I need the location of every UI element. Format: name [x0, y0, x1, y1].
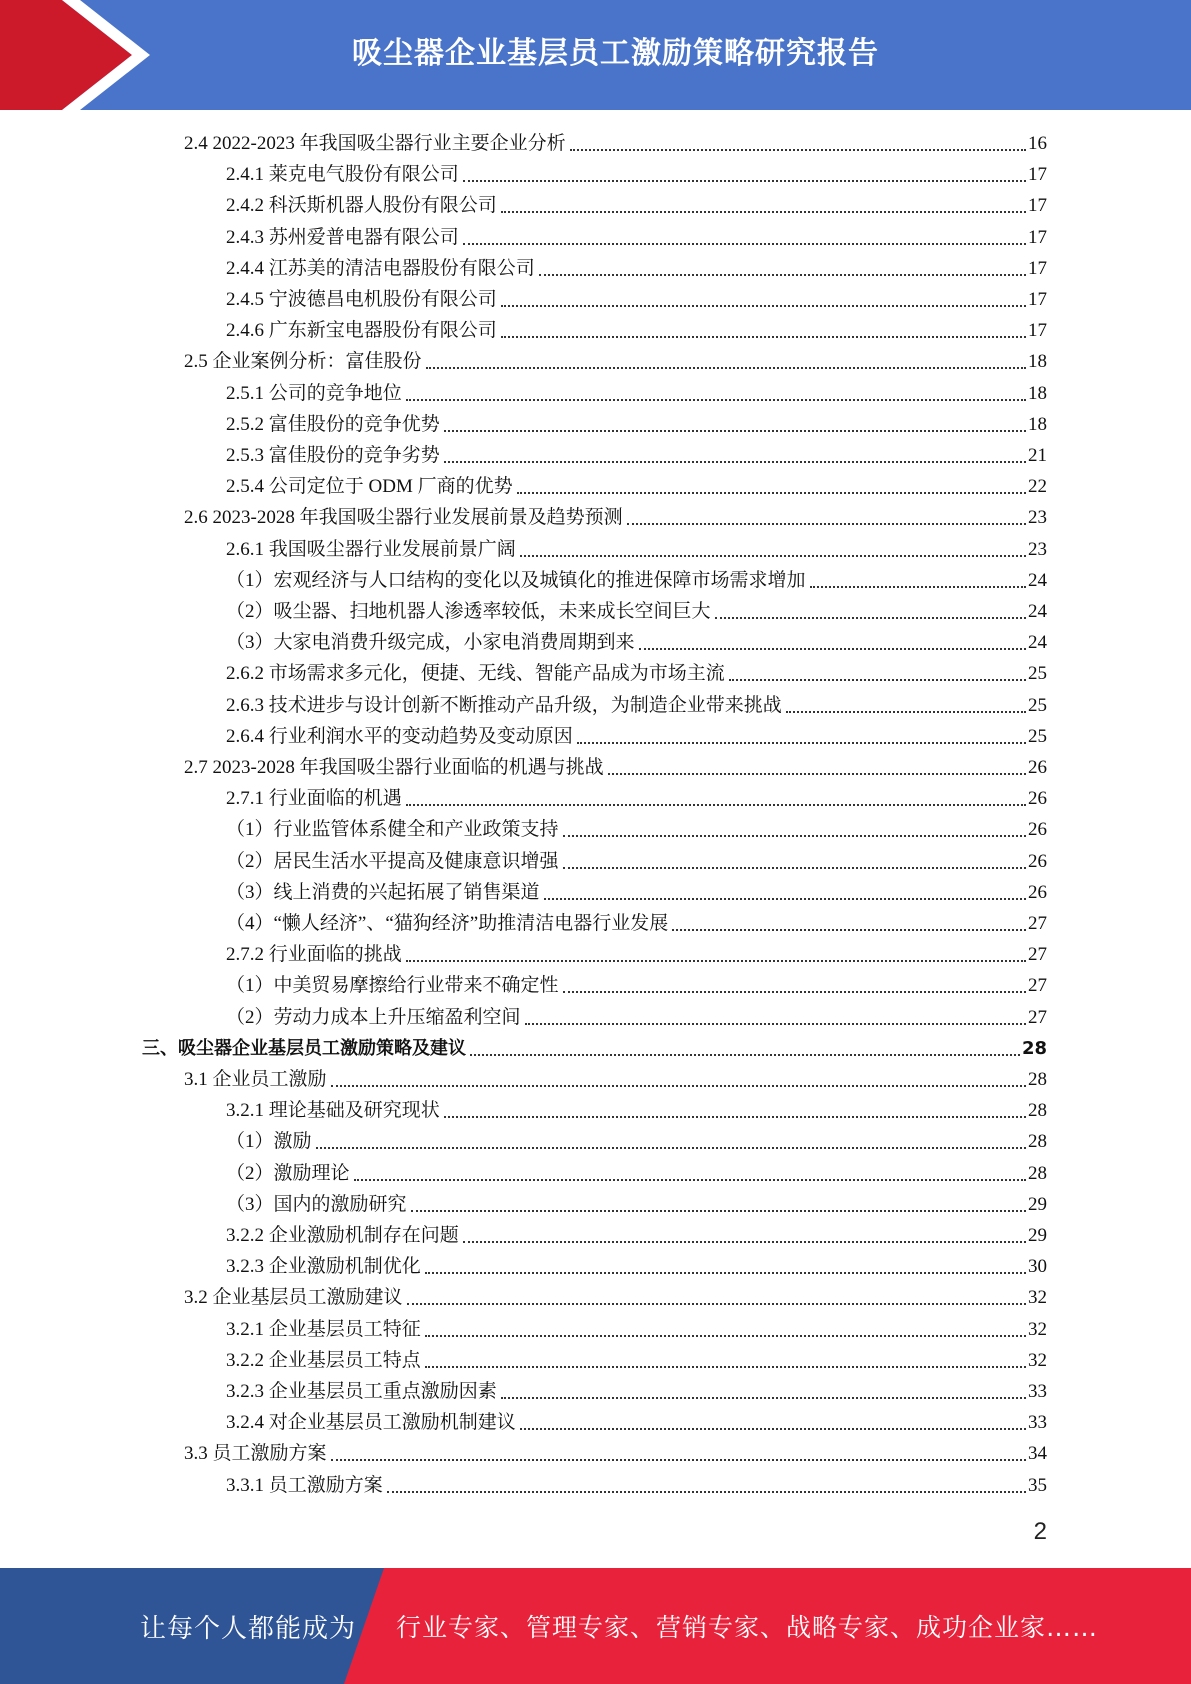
toc-entry-page: 26	[1028, 788, 1047, 810]
toc-entry-title: 三、吸尘器企业基层员工激励策略及建议	[142, 1037, 466, 1059]
toc-entry-page: 17	[1028, 257, 1047, 279]
toc-entry[interactable]	[226, 658, 1047, 686]
toc-entry-page: 33	[1028, 1381, 1047, 1402]
toc-entry-page: 34	[1028, 1443, 1047, 1465]
toc-entry-page: 18	[1028, 382, 1047, 404]
toc-entry-page: 24	[1028, 569, 1047, 591]
toc-entry-page: 32	[1028, 1349, 1047, 1371]
toc-leader-dots	[425, 1272, 1026, 1274]
toc-entry-title: 2.7 2023-2028 年我国吸尘器行业面临的机遇与挑战	[184, 757, 604, 778]
toc-entry-page: 27	[1028, 944, 1047, 966]
toc-entry-title: 2.4.1 莱克电气股份有限公司	[226, 164, 459, 186]
toc-entry-page: 17	[1028, 164, 1047, 186]
toc-leader-dots	[354, 1179, 1026, 1181]
toc-entry-title: 3.2.2 企业激励机制存在问题	[226, 1225, 459, 1246]
toc-entry-title: （1）行业监管体系健全和产业政策支持	[226, 819, 559, 841]
toc-leader-dots	[608, 773, 1026, 775]
toc-leader-dots	[425, 1335, 1026, 1337]
toc-entry[interactable]	[226, 1376, 1047, 1404]
toc-entry-title: （3）线上消费的兴起拓展了销售渠道	[226, 881, 540, 903]
toc-entry-title: 3.3.1 员工激励方案	[226, 1474, 383, 1496]
toc-entry-title: 2.7.1 行业面临的机遇	[226, 788, 402, 810]
toc-entry-page: 26	[1028, 850, 1047, 872]
toc-leader-dots	[425, 1366, 1026, 1368]
toc-leader-dots	[570, 149, 1026, 151]
toc-entry-page: 28	[1028, 1131, 1047, 1153]
toc-entry[interactable]	[226, 1220, 1047, 1248]
toc-entry-title: 2.4.3 苏州爱普电器有限公司	[226, 226, 459, 248]
toc-entry-title: 2.4 2022-2023 年我国吸尘器行业主要企业分析	[184, 133, 566, 154]
toc-leader-dots	[444, 1116, 1026, 1118]
toc-entry[interactable]	[226, 877, 1047, 905]
toc-entry-page: 17	[1028, 320, 1047, 342]
toc-entry[interactable]	[226, 1002, 1047, 1030]
toc-entry-page: 26	[1028, 757, 1047, 778]
toc-entry-page: 30	[1028, 1256, 1047, 1278]
toc-leader-dots	[539, 274, 1026, 276]
toc-entry[interactable]	[184, 128, 1047, 156]
toc-entry[interactable]	[226, 471, 1047, 499]
toc-entry-page: 24	[1028, 601, 1047, 622]
toc-entry-page: 26	[1028, 819, 1047, 841]
toc-entry[interactable]	[226, 1095, 1047, 1123]
toc-entry[interactable]	[226, 1407, 1047, 1435]
toc-entry-page: 33	[1028, 1412, 1047, 1434]
toc-entry[interactable]	[142, 1033, 1047, 1061]
toc-entry[interactable]	[226, 721, 1047, 749]
toc-entry-page: 25	[1028, 694, 1047, 716]
toc-entry-title: （3）国内的激励研究	[226, 1193, 407, 1215]
footer-slogan-left: 让每个人都能成为	[140, 1613, 357, 1644]
toc-leader-dots	[639, 648, 1026, 650]
toc-leader-dots	[715, 617, 1026, 619]
toc-leader-dots	[563, 835, 1026, 837]
toc-entry-title: 2.4.6 广东新宝电器股份有限公司	[226, 320, 497, 342]
toc-entry-title: 2.4.5 宁波德昌电机股份有限公司	[226, 289, 497, 310]
toc-entry[interactable]	[226, 627, 1047, 655]
toc-entry-page: 35	[1028, 1474, 1047, 1496]
toc-entry-title: （2）居民生活水平提高及健康意识增强	[226, 850, 559, 872]
toc-leader-dots	[525, 1023, 1026, 1025]
toc-entry[interactable]	[226, 315, 1047, 343]
toc-entry-title: （3）大家电消费升级完成，小家电消费周期到来	[226, 632, 635, 654]
toc-entry[interactable]	[226, 284, 1047, 312]
toc-leader-dots	[563, 867, 1026, 869]
toc-entry[interactable]	[226, 970, 1047, 998]
toc-entry-title: （2）劳动力成本上升压缩盈利空间	[226, 1006, 521, 1028]
toc-entry[interactable]	[226, 409, 1047, 437]
toc-entry-title: 2.5.4 公司定位于 ODM 厂商的优势	[226, 476, 513, 498]
toc-leader-dots	[406, 960, 1026, 962]
toc-leader-dots	[729, 679, 1026, 681]
toc-leader-dots	[520, 1428, 1026, 1430]
toc-entry-page: 21	[1028, 445, 1047, 466]
toc-entry[interactable]	[226, 1189, 1047, 1217]
toc-leader-dots	[316, 1147, 1026, 1149]
toc-entry-title: 2.6.3 技术进步与设计创新不断推动产品升级，为制造企业带来挑战	[226, 694, 782, 716]
report-title: 吸尘器企业基层员工激励策略研究报告	[352, 36, 879, 71]
toc-leader-dots	[444, 430, 1026, 432]
toc-entry[interactable]	[226, 378, 1047, 406]
toc-entry[interactable]	[226, 596, 1047, 624]
toc-entry-title: 3.2.2 企业基层员工特点	[226, 1349, 421, 1371]
toc-leader-dots	[501, 1397, 1026, 1399]
toc-entry-title: 3.2.3 企业激励机制优化	[226, 1256, 421, 1278]
toc-entry-page: 28	[1021, 1037, 1047, 1059]
toc-leader-dots	[331, 1085, 1026, 1087]
toc-entry[interactable]	[226, 440, 1047, 468]
toc-leader-dots	[387, 1491, 1026, 1493]
toc-leader-dots	[501, 305, 1026, 307]
toc-entry-title: （2）吸尘器、扫地机器人渗透率较低，未来成长空间巨大	[226, 601, 711, 622]
toc-entry-page: 18	[1028, 351, 1047, 373]
toc-leader-dots	[810, 586, 1026, 588]
toc-entry-title: （1）宏观经济与人口结构的变化以及城镇化的推进保障市场需求增加	[226, 569, 806, 591]
toc-entry[interactable]	[226, 159, 1047, 187]
toc-entry-title: 2.4.2 科沃斯机器人股份有限公司	[226, 195, 497, 217]
toc-entry-title: 2.5.2 富佳股份的竞争优势	[226, 413, 440, 435]
toc-leader-dots	[563, 991, 1026, 993]
toc-entry-title: 2.7.2 行业面临的挑战	[226, 944, 402, 966]
toc-entry-title: 2.5 企业案例分析：富佳股份	[184, 351, 422, 373]
toc-entry-title: 3.2.4 对企业基层员工激励机制建议	[226, 1412, 516, 1434]
toc-entry-page: 17	[1028, 195, 1047, 217]
toc-entry-title: 2.4.4 江苏美的清洁电器股份有限公司	[226, 257, 535, 279]
toc-leader-dots	[444, 461, 1026, 463]
toc-entry-title: 3.1 企业员工激励	[184, 1069, 327, 1090]
toc-entry[interactable]	[226, 690, 1047, 718]
toc-entry[interactable]	[226, 846, 1047, 874]
toc-entry[interactable]	[226, 253, 1047, 281]
footer-slogan-right: 行业专家、管理专家、营销专家、战略专家、成功企业家……	[396, 1613, 1099, 1642]
toc-leader-dots	[627, 523, 1026, 525]
toc-leader-dots	[786, 711, 1026, 713]
toc-entry[interactable]	[226, 534, 1047, 562]
toc-entry-title: （2）激励理论	[226, 1162, 350, 1184]
toc-entry-page: 22	[1028, 476, 1047, 498]
toc-entry[interactable]	[226, 1158, 1047, 1186]
toc-leader-dots	[501, 336, 1026, 338]
toc-entry-title: 2.6.4 行业利润水平的变动趋势及变动原因	[226, 725, 573, 747]
toc-entry[interactable]	[184, 752, 1047, 780]
toc-entry[interactable]	[226, 783, 1047, 811]
toc-entry-page: 29	[1028, 1225, 1047, 1246]
toc-leader-dots	[463, 1241, 1026, 1243]
toc-leader-dots	[463, 243, 1026, 245]
toc-entry-page: 27	[1028, 975, 1047, 997]
toc-entry-page: 23	[1028, 538, 1047, 560]
toc-entry[interactable]	[226, 222, 1047, 250]
toc-leader-dots	[411, 1210, 1026, 1212]
toc-entry[interactable]	[184, 1438, 1047, 1466]
toc-entry-title: （4）“懒人经济”、“猫狗经济”助推清洁电器行业发展	[226, 913, 669, 934]
toc-entry-title: 2.5.1 公司的竞争地位	[226, 382, 402, 404]
toc-entry-page: 27	[1028, 1006, 1047, 1028]
toc-entry-title: 3.3 员工激励方案	[184, 1443, 327, 1465]
toc-leader-dots	[672, 929, 1026, 931]
toc-entry-page: 18	[1028, 413, 1047, 435]
toc-entry[interactable]	[226, 1345, 1047, 1373]
toc-entry-title: （1）激励	[226, 1131, 312, 1153]
toc-entry-page: 24	[1028, 632, 1047, 654]
page-footer	[0, 1568, 1191, 1684]
toc-leader-dots	[470, 1054, 1020, 1056]
toc-entry-title: 2.5.3 富佳股份的竞争劣势	[226, 445, 440, 466]
toc-entry-page: 28	[1028, 1162, 1047, 1184]
toc-leader-dots	[501, 211, 1026, 213]
toc-entry-page: 25	[1028, 725, 1047, 747]
toc-entry-page: 29	[1028, 1193, 1047, 1215]
toc-entry-page: 25	[1028, 663, 1047, 685]
toc-entry[interactable]	[226, 1314, 1047, 1342]
toc-entry-page: 26	[1028, 881, 1047, 903]
toc-entry[interactable]	[226, 939, 1047, 967]
toc-entry-title: 3.2 企业基层员工激励建议	[184, 1287, 403, 1309]
toc-entry-page: 28	[1028, 1100, 1047, 1122]
toc-entry-title: （1）中美贸易摩擦给行业带来不确定性	[226, 975, 559, 997]
toc-entry[interactable]	[226, 190, 1047, 218]
toc-entry-title: 2.6.1 我国吸尘器行业发展前景广阔	[226, 538, 516, 560]
toc-entry[interactable]	[226, 908, 1047, 936]
toc-entry[interactable]	[226, 1251, 1047, 1279]
toc-leader-dots	[407, 1303, 1026, 1305]
toc-entry[interactable]	[226, 814, 1047, 842]
toc-entry-title: 3.2.1 企业基层员工特征	[226, 1318, 421, 1340]
toc-leader-dots	[406, 399, 1026, 401]
toc-entry-title: 2.6.2 市场需求多元化，便捷、无线、智能产品成为市场主流	[226, 663, 725, 685]
toc-leader-dots	[331, 1459, 1026, 1461]
toc-entry-page: 16	[1028, 133, 1047, 154]
toc-entry-page: 27	[1028, 913, 1047, 934]
page-header	[0, 0, 1191, 110]
toc-entry-page: 32	[1028, 1318, 1047, 1340]
toc-entry[interactable]	[184, 502, 1047, 530]
toc-entry-title: 3.2.3 企业基层员工重点激励因素	[226, 1381, 497, 1402]
toc-leader-dots	[544, 898, 1026, 900]
toc-entry-page: 23	[1028, 507, 1047, 529]
toc-leader-dots	[463, 180, 1026, 182]
toc-entry-page: 32	[1028, 1287, 1047, 1309]
toc-entry-page: 17	[1028, 289, 1047, 310]
toc-entry[interactable]	[226, 1470, 1047, 1498]
toc-leader-dots	[577, 742, 1026, 744]
toc-entry[interactable]	[184, 1282, 1047, 1310]
page-number: 2	[1033, 1518, 1047, 1545]
toc-entry-title: 3.2.1 理论基础及研究现状	[226, 1100, 440, 1122]
toc-leader-dots	[517, 492, 1026, 494]
toc-entry-page: 28	[1028, 1069, 1047, 1090]
toc-entry-title: 2.6 2023-2028 年我国吸尘器行业发展前景及趋势预测	[184, 507, 623, 529]
toc-entry-page: 17	[1028, 226, 1047, 248]
toc-entry[interactable]	[226, 1126, 1047, 1154]
toc-entry[interactable]	[184, 1064, 1047, 1092]
toc-leader-dots	[426, 367, 1026, 369]
toc-entry[interactable]	[226, 565, 1047, 593]
toc-entry[interactable]	[184, 346, 1047, 374]
toc-leader-dots	[406, 804, 1026, 806]
toc-leader-dots	[520, 555, 1026, 557]
